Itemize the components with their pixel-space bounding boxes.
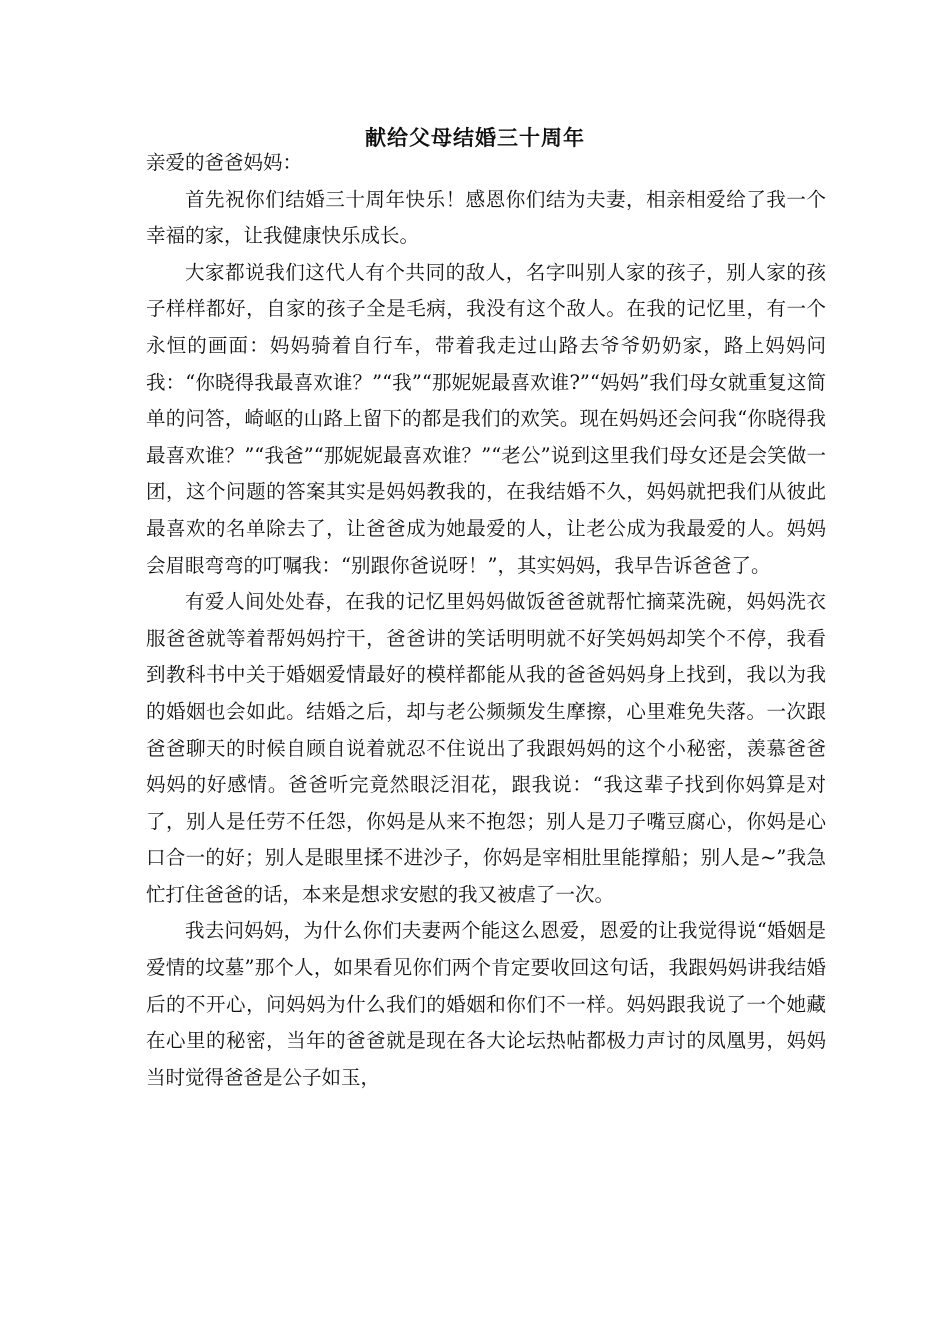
paragraph-2: 大家都说我们这代人有个共同的敌人，名字叫别人家的孩子，别人家的孩子样样都好，自家的孩子全是毛病，我没有这个敌人。在我的记忆里，有一个永恒的画面：妈妈骑着自行车，带着我走过山路去爷爷奶奶家，路上妈妈问我：“你晓得我最喜欢谁？”“我”“那妮妮最喜欢谁?”“妈妈”我们母女就重复这简单的问答，崎岖的山路上留下的都是我们的欢笑。现在妈妈还会问我“你晓得我最喜欢谁？”“我爸”“那妮妮最喜欢谁？”“老公”说到这里我们母女还是会笑做一团，这个问题的答案其实是妈妈教我的，在我结婚不久，妈妈就把我们从彼此最喜欢的名单除去了，让爸爸成为她最爱的人，让老公成为我最爱的人。妈妈会眉眼弯弯的叮嘱我：“别跟你爸说呀！”，其实妈妈，我早告诉爸爸了。 [146, 260, 826, 577]
paragraph-4: 我去问妈妈，为什么你们夫妻两个能这么恩爱，恩爱的让我觉得说“婚姻是爱情的坟墓”那个人，如果看见你们两个肯定要收回这句话，我跟妈妈讲我结婚后的不开心，问妈妈为什么我们的婚姻和你们不一样。妈妈跟我说了一个她藏在心里的秘密，当年的爸爸就是现在各大论坛热帖都极力声讨的凤凰男，妈妈当时觉得爸爸是公子如玉， [146, 919, 826, 1089]
salutation: 亲爱的爸爸妈妈： [146, 151, 303, 174]
document-title: 献给父母结婚三十周年 [365, 125, 585, 150]
paragraph-3: 有爱人间处处春，在我的记忆里妈妈做饭爸爸就帮忙摘菜洗碗，妈妈洗衣服爸爸就等着帮妈妈拧干，爸爸讲的笑话明明就不好笑妈妈却笑个不停，我看到教科书中关于婚姻爱情最好的模样都能从我的爸爸妈妈身上找到，我以为我的婚姻也会如此。结婚之后，却与老公频频发生摩擦，心里难免失落。一次跟爸爸聊天的时候自顾自说着就忍不住说出了我跟妈妈的这个小秘密，羡慕爸爸妈妈的好感情。爸爸听完竟然眼泛泪花，跟我说：“我这辈子找到你妈算是对了，别人是任劳不任怨，你妈是从来不抱怨；别人是刀子嘴豆腐心，你妈是心口合一的好；别人是眼里揉不进沙子，你妈是宰相肚里能撑船；别人是~”我急忙打住爸爸的话，本来是想求安慰的我又被虐了一次。 [146, 590, 826, 906]
paragraph-1: 首先祝你们结婚三十周年快乐！感恩你们结为夫妻，相亲相爱给了我一个幸福的家，让我健康快乐成长。 [146, 187, 826, 248]
document-body [146, 145, 826, 1096]
